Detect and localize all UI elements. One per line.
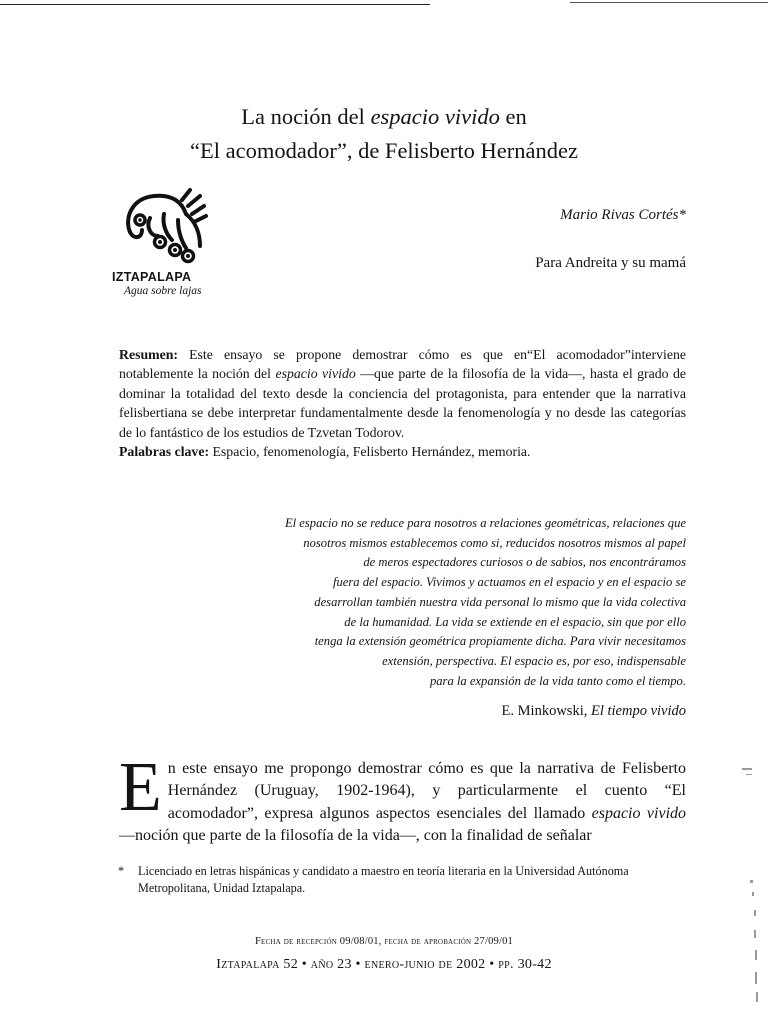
epigraph-line: fuera del espacio. Vivimos y actuamos en el espacio y en el espacio se (333, 575, 686, 590)
epigraph-work: El tiempo vivido (590, 703, 686, 719)
title-line-1 (0, 100, 768, 134)
logo-name: IZTAPALAPA (112, 270, 192, 284)
title-text-end: en (499, 104, 527, 129)
title-text: La noción del (241, 104, 371, 129)
footnote-mark: * (118, 864, 125, 878)
epigraph-author: E. Minkowski, (501, 703, 591, 719)
epigraph (200, 514, 686, 691)
body-text: n este ensayo me propongo demostrar cómo es que la narrativa de Felisberto Hernández (Uruguay, 1902-1964), y particularmente el cuento “El acomodador”, expresa algunos aspectos esenciales del llamado (167, 760, 686, 822)
body-italic-term: espacio vivido (591, 804, 687, 822)
epigraph-line: nosotros mismos establecemos como si, reducidos nosotros mismos al papel (303, 535, 686, 550)
footnote-text: Licenciado en letras hispánicas y candidato a maestro en teoría literaria en la Universidad Autónoma Metropolitana, Unidad Iztapalapa. (138, 864, 629, 895)
epigraph-line: tenga la extensión geométrica propiamente dicha. Para vivir necesitamos (314, 634, 686, 649)
title-line-2: “El acomodador”, de Felisberto Hernández (190, 138, 578, 163)
top-rule (0, 4, 430, 5)
epigraph-line: extensión, perspectiva. El espacio es, por eso, indispensable (382, 653, 686, 668)
epigraph-line: desarrollan también nuestra vida personal lo mismo que la vida colectiva (314, 594, 686, 609)
journal-citation: Iztapalapa 52 • año 23 • enero-junio de 2002 • pp. 30-42 (216, 957, 552, 972)
abstract-text: Este ensayo se propone demostrar cómo es que en“El acomodador”interviene notablemente la noción del (119, 347, 686, 382)
keywords-text: Espacio, fenomenología, Felisberto Hernández, memoria. (209, 444, 531, 460)
scan-noise-marks (742, 760, 760, 1010)
abstract (119, 345, 686, 461)
epigraph-source (502, 703, 686, 720)
approved-label: fecha de aprobación (384, 936, 472, 947)
author-name: Mario Rivas Cortés* (560, 207, 686, 223)
epigraph-line: para la expansión de la vida tanto como el tiempo. (429, 673, 686, 688)
journal-logo (112, 188, 232, 297)
keywords-label: Palabras clave: (119, 444, 210, 460)
submission-dates (0, 936, 768, 947)
abstract-label: Resumen: (119, 347, 179, 362)
dedication: Para Andreita y su mamá (535, 255, 686, 271)
logo-motto: Agua sobre lajas (124, 285, 202, 297)
body-text-end: —noción que parte de la filosofía de la vida—, con la finalidad de señalar (119, 827, 592, 845)
top-rule-right (570, 2, 768, 3)
drop-cap: E (119, 749, 162, 826)
footnote (118, 863, 688, 896)
body-paragraph (119, 749, 687, 848)
epigraph-line: de la humanidad. La vida se extiende en el espacio, sin que por ello (344, 614, 686, 629)
approved-date: 27/09/01 (471, 936, 513, 947)
article-title (0, 100, 768, 168)
title-italic-text: espacio vivido (370, 104, 500, 129)
received-label: Fecha de recepción (254, 936, 337, 947)
epigraph-line: El espacio no se reduce para nosotros a relaciones geométricas, relaciones que (284, 516, 686, 530)
abstract-text-end: —que parte de la filosofía de la vida—, hasta el grado de dominar la totalidad del texto desde la conciencia del protagonista, para entender que la narrativa felisbertiana se debe interpretar fundamentalmente desde la fenomenología y no desde las categorías de lo fantástico de los estudios de Tzvetan Todorov. (119, 366, 686, 440)
iztapalapa-glyph-icon (120, 188, 212, 266)
received-date: 09/08/01, (336, 936, 385, 947)
epigraph-line: de meros espectadores curiosos o de sabios, nos encontráramos (363, 555, 686, 570)
abstract-italic-term: espacio vivido (275, 366, 356, 382)
